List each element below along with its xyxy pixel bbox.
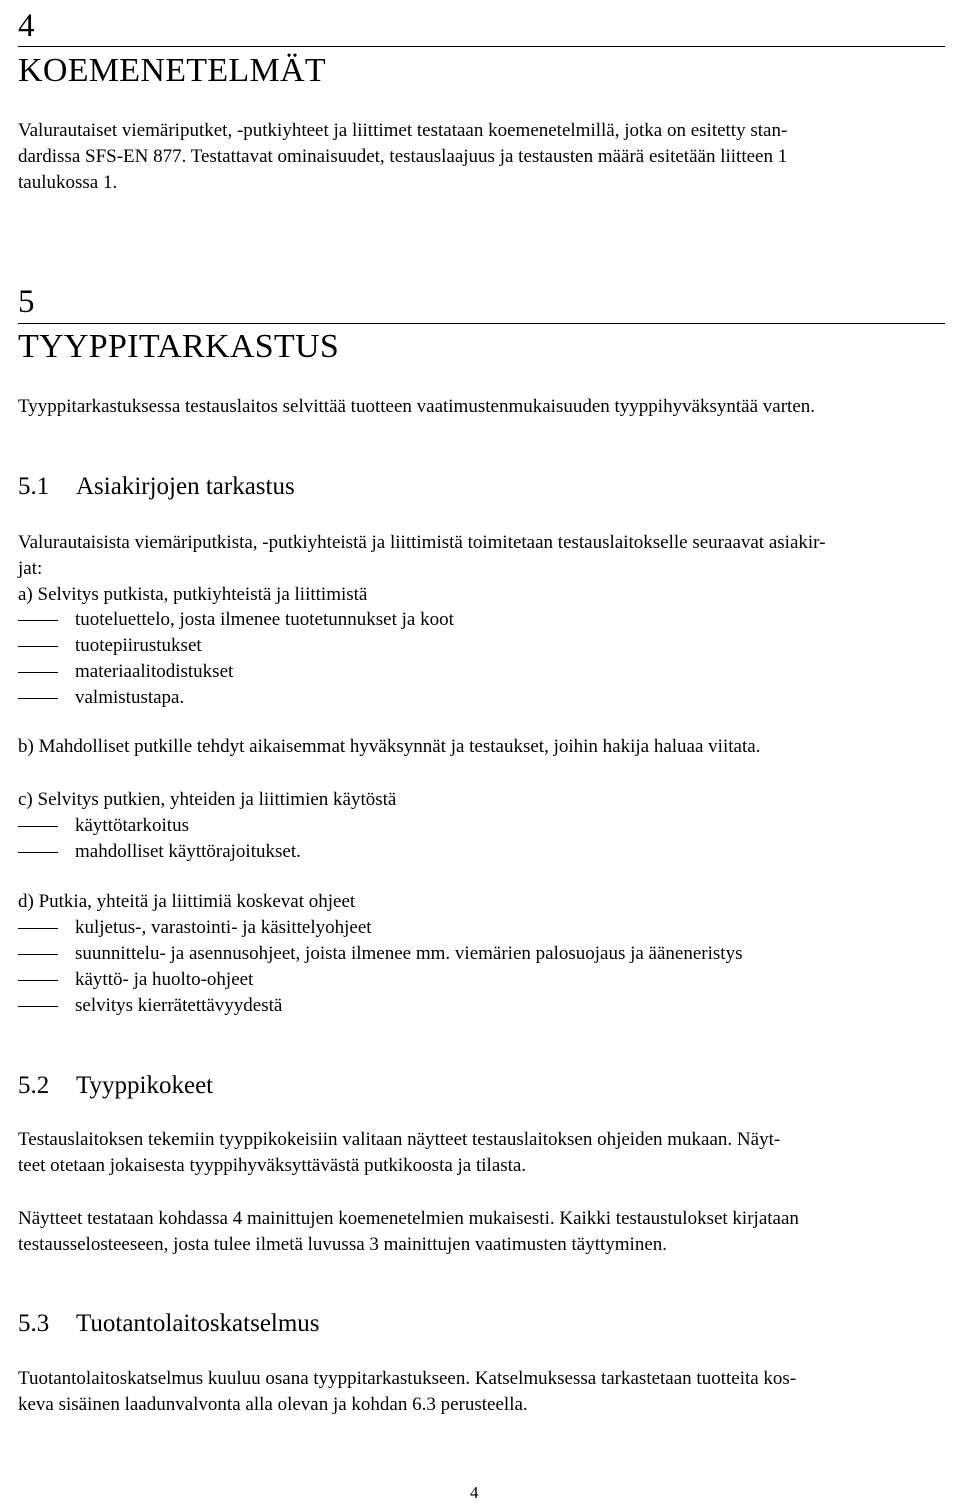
section-5-1-title: Asiakirjojen tarkastus	[76, 473, 295, 500]
section-5-2-paragraph-2-line-2: testausselosteeseen, josta tulee ilmetä luvussa 3 mainittujen vaatimusten täyttyminen.	[18, 1234, 668, 1255]
chapter-5-rule	[18, 323, 945, 324]
dash-bullet	[18, 1006, 58, 1007]
section-5-3-title: Tuotantolaitoskatselmus	[76, 1310, 320, 1337]
dash-bullet	[18, 826, 58, 827]
list-item-d: d) Putkia, yhteitä ja liittimiä koskevat ohjeet	[18, 891, 356, 912]
section-5-3-number: 5.3	[18, 1310, 50, 1337]
list-item-c: c) Selvitys putkien, yhteiden ja liittimien käytöstä	[18, 789, 397, 810]
list-item: kuljetus-, varastointi- ja käsittelyohjeet	[75, 917, 372, 938]
chapter-4-paragraph-line-3: taulukossa 1.	[18, 172, 118, 193]
dash-bullet	[18, 620, 58, 621]
list-item: käyttö- ja huolto-ohjeet	[75, 969, 254, 990]
dash-bullet	[18, 928, 58, 929]
dash-bullet	[18, 698, 58, 699]
dash-bullet	[18, 954, 58, 955]
section-5-2-paragraph-1-line-1: Testauslaitoksen tekemiin tyyppikokeisiin valitaan näytteet testauslaitoksen ohjeiden mukaan. Näyt-	[18, 1129, 781, 1150]
section-5-2-number: 5.2	[18, 1072, 50, 1099]
section-5-2-title: Tyyppikokeet	[76, 1072, 214, 1099]
section-5-1-number: 5.1	[18, 473, 50, 500]
chapter-4-title: KOEMENETELMÄT	[18, 52, 326, 89]
chapter-5-paragraph: Tyyppitarkastuksessa testauslaitos selvittää tuotteen vaatimustenmukaisuuden tyyppihyväksyntää varten.	[18, 396, 816, 417]
dash-bullet	[18, 646, 58, 647]
chapter-4-paragraph-line-1: Valurautaiset viemäriputket, -putkiyhteet ja liittimet testataan koemenetelmillä, jotka on esitetty stan-	[18, 120, 788, 141]
list-item: selvitys kierrätettävyydestä	[75, 995, 283, 1016]
chapter-5-title: TYYPPITARKASTUS	[18, 328, 340, 365]
section-5-1-intro-line-1: Valurautaisista viemäriputkista, -putkiyhteistä ja liittimistä toimitetaan testauslaitokselle seuraavat asiakir-	[18, 532, 826, 553]
chapter-4-paragraph-line-2: dardissa SFS-EN 877. Testattavat ominaisuudet, testauslaajuus ja testausten määrä esitetään liitteen 1	[18, 146, 788, 167]
list-item: mahdolliset käyttörajoitukset.	[75, 841, 301, 862]
chapter-5-number: 5	[18, 284, 35, 320]
list-item: tuotepiirustukset	[75, 635, 202, 656]
list-item: tuoteluettelo, josta ilmenee tuotetunnukset ja koot	[75, 609, 454, 630]
list-item-a: a) Selvitys putkista, putkiyhteistä ja liittimistä	[18, 584, 368, 605]
section-5-3-paragraph-line-2: keva sisäinen laadunvalvonta alla olevan ja kohdan 6.3 perusteella.	[18, 1394, 528, 1415]
list-item: materiaalitodistukset	[75, 661, 234, 682]
section-5-1-intro-line-2: jat:	[18, 558, 43, 579]
list-item: valmistustapa.	[75, 687, 185, 708]
dash-bullet	[18, 672, 58, 673]
chapter-4-rule	[18, 46, 945, 47]
page-number: 4	[470, 1483, 479, 1502]
section-5-2-paragraph-1-line-2: teet otetaan jokaisesta tyyppihyväksyttävästä putkikoosta ja tilasta.	[18, 1155, 527, 1176]
section-5-3-paragraph-line-1: Tuotantolaitoskatselmus kuuluu osana tyyppitarkastukseen. Katselmuksessa tarkastetaan tuotteita kos-	[18, 1368, 797, 1389]
section-5-2-paragraph-2-line-1: Näytteet testataan kohdassa 4 mainittujen koemenetelmien mukaisesti. Kaikki testaustulokset kirjataan	[18, 1208, 799, 1229]
list-item: käyttötarkoitus	[75, 815, 189, 836]
dash-bullet	[18, 980, 58, 981]
dash-bullet	[18, 852, 58, 853]
list-item: suunnittelu- ja asennusohjeet, joista ilmenee mm. viemärien palosuojaus ja ääneneristys	[75, 943, 743, 964]
chapter-4-number: 4	[18, 8, 35, 44]
list-item-b: b) Mahdolliset putkille tehdyt aikaisemmat hyväksynnät ja testaukset, joihin hakija haluaa viitata.	[18, 736, 761, 757]
